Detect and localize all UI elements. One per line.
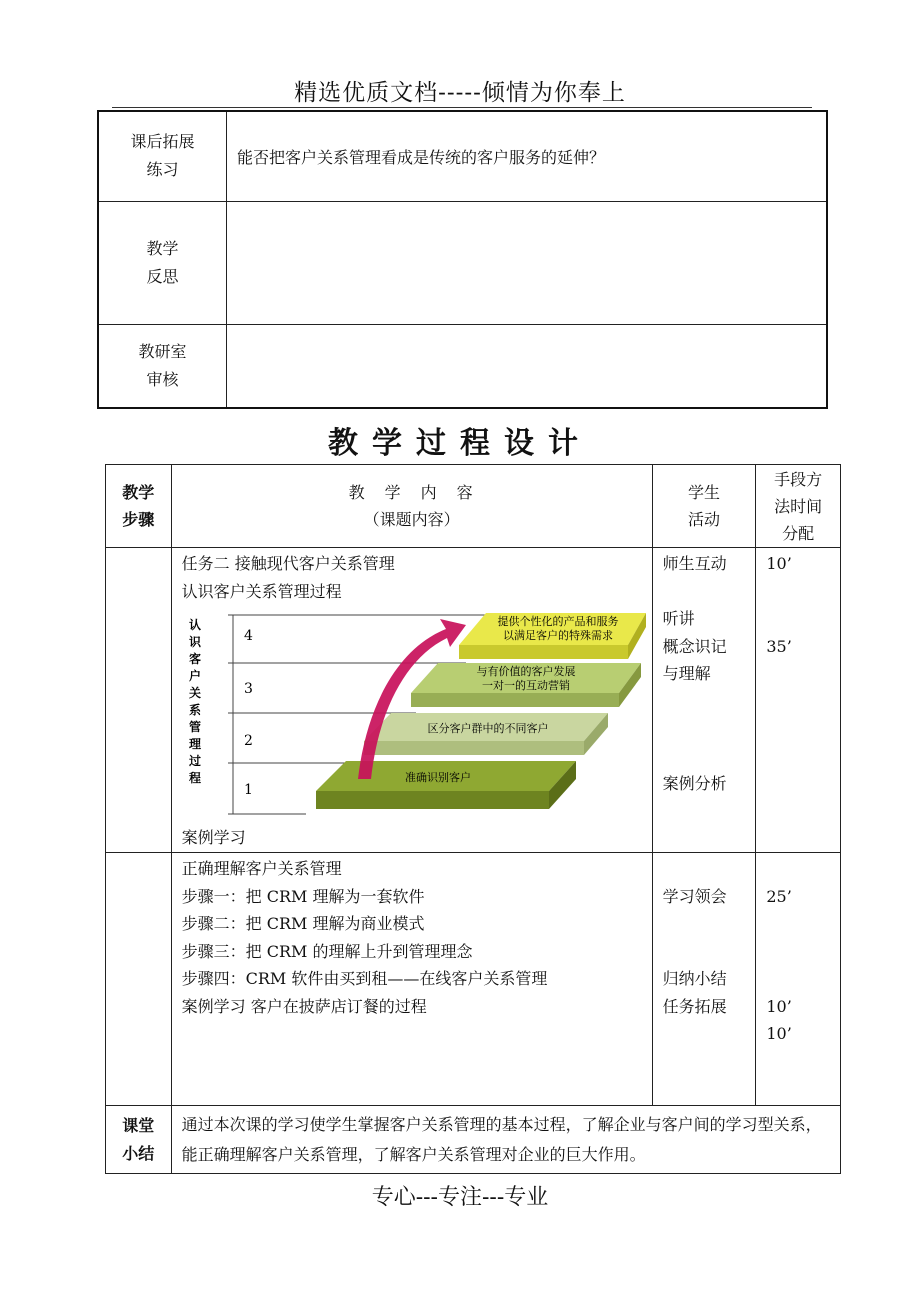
student-line	[663, 743, 756, 771]
method-line	[766, 910, 840, 938]
method-line	[766, 578, 840, 606]
student-line: 归纳小结	[662, 969, 727, 988]
header-student	[652, 465, 756, 548]
page-header: 精选优质文档-----倾情为你奉上	[294, 80, 626, 106]
step-3-label-line2: 一对一的互动营销	[481, 679, 570, 692]
content-line: 步骤二：把 CRM 理解为商业模式	[181, 914, 425, 933]
summary-label	[106, 1106, 172, 1174]
side-char: 管	[188, 720, 201, 734]
side-char: 理	[188, 737, 201, 751]
label-line: 教研室	[138, 341, 187, 361]
level-number: 3	[243, 681, 253, 697]
summary-text: 通过本次课的学习使学生掌握客户关系管理的基本过程，了解企业与客户间的学习型关系，能正确理解客户关系管理，了解客户关系管理对企业的巨大作用。	[171, 1106, 840, 1174]
step-cell	[106, 548, 172, 853]
method-line: 10’	[766, 1024, 792, 1043]
table-row	[98, 201, 827, 324]
header-line: 步骤	[122, 510, 155, 529]
method-cell	[756, 548, 841, 853]
student-cell	[652, 853, 756, 1106]
side-char: 识	[188, 635, 201, 649]
level-number: 4	[243, 628, 253, 644]
header-content	[171, 465, 652, 548]
step-cell	[106, 853, 172, 1106]
label-line: 课后拓展	[130, 132, 195, 152]
header-line: 学生	[687, 483, 720, 502]
label-line: 教学	[146, 238, 179, 258]
step-3-label-line1: 与有价值的客户发展	[476, 665, 576, 678]
student-line: 学习领会	[662, 886, 727, 906]
student-line: 概念识记	[662, 636, 727, 656]
level-number: 2	[243, 733, 253, 749]
summary-label-line: 小结	[122, 1143, 155, 1163]
content-footer: 案例学习	[181, 828, 246, 847]
step-4-label-line1: 提供个性化的产品和服务	[497, 615, 619, 628]
level-number: 1	[243, 782, 253, 798]
step-3-side	[411, 693, 619, 707]
header-line: 教学	[122, 483, 155, 502]
header-line: 活动	[687, 510, 720, 529]
review-cell[interactable]	[227, 324, 828, 408]
student-cell	[652, 548, 756, 853]
header-line: 分配	[782, 523, 815, 543]
row-label	[98, 111, 227, 201]
step-1-label: 准确识别客户	[404, 771, 471, 784]
content-line: 正确理解客户关系管理	[181, 859, 342, 878]
student-line	[663, 715, 756, 743]
step-4-label-line2: 以满足客户的特殊需求	[502, 629, 613, 642]
method-line	[766, 855, 840, 883]
reflection-cell[interactable]	[227, 201, 828, 324]
header-step	[106, 465, 172, 548]
crm-process-diagram	[176, 609, 646, 824]
student-line: 任务拓展	[662, 996, 727, 1016]
header-line: 法时间	[774, 496, 823, 516]
side-char: 关	[188, 686, 201, 700]
content-cell	[171, 853, 652, 1106]
student-line: 师生互动	[662, 554, 727, 573]
method-cell	[756, 853, 841, 1106]
student-line	[663, 938, 756, 966]
header-row	[106, 465, 841, 548]
exercise-question: 能否把客户关系管理看成是传统的客户服务的延伸？	[227, 111, 828, 201]
label-line: 反思	[146, 266, 179, 286]
method-line: 10’	[766, 554, 792, 573]
row-label	[98, 201, 227, 324]
content-line: 认识客户关系管理过程	[181, 581, 342, 601]
method-line	[766, 938, 840, 966]
student-line	[663, 578, 756, 606]
student-line: 听讲	[662, 609, 695, 628]
content-line: 任务二 接触现代客户关系管理	[181, 554, 395, 573]
student-line: 案例分析	[662, 774, 727, 793]
side-char: 程	[188, 771, 201, 785]
table-row	[98, 111, 827, 201]
method-line: 25’	[766, 886, 792, 906]
student-line	[663, 910, 756, 938]
process-table	[105, 464, 841, 1174]
header-line: 手段方	[774, 469, 823, 489]
side-char: 户	[188, 669, 201, 683]
method-line	[766, 965, 840, 993]
side-char: 客	[188, 652, 201, 666]
content-line: 步骤一：把 CRM 理解为一套软件	[181, 886, 425, 906]
side-char: 认	[188, 618, 201, 632]
table-row	[106, 548, 841, 853]
student-line	[663, 688, 756, 716]
side-char: 系	[188, 703, 201, 717]
header-line: 教 学 内 容	[348, 483, 475, 502]
method-line: 10’	[766, 996, 792, 1016]
header-line: （课题内容）	[363, 510, 460, 529]
content-line: 步骤四：CRM 软件由买到租——在线客户关系管理	[181, 969, 548, 988]
method-line	[766, 605, 840, 633]
evaluation-table	[97, 110, 828, 409]
table-row	[98, 324, 827, 408]
label-line: 练习	[146, 160, 179, 180]
page-footer: 专心---专注---专业	[371, 1185, 549, 1210]
student-line: 与理解	[662, 664, 711, 683]
row-label	[98, 324, 227, 408]
side-label	[189, 618, 202, 785]
table-row	[106, 853, 841, 1106]
section-title: 教学过程设计	[328, 426, 592, 461]
method-line: 35’	[766, 636, 792, 656]
step-4-side	[459, 645, 628, 659]
content-line: 步骤三：把 CRM 的理解上升到管理理念	[181, 941, 473, 961]
step-1-side	[316, 791, 549, 809]
summary-row	[106, 1106, 841, 1174]
header-method	[756, 465, 841, 548]
step-2-side	[364, 741, 584, 755]
content-line: 案例学习 客户在披萨店订餐的过程	[181, 996, 427, 1016]
summary-label-line: 课堂	[122, 1115, 155, 1135]
header-rule	[112, 107, 812, 108]
label-line: 审核	[146, 369, 179, 389]
side-char: 过	[188, 754, 201, 768]
step-2-label: 区分客户群中的不同客户	[427, 722, 549, 735]
content-cell	[171, 548, 652, 853]
student-line	[663, 855, 756, 883]
